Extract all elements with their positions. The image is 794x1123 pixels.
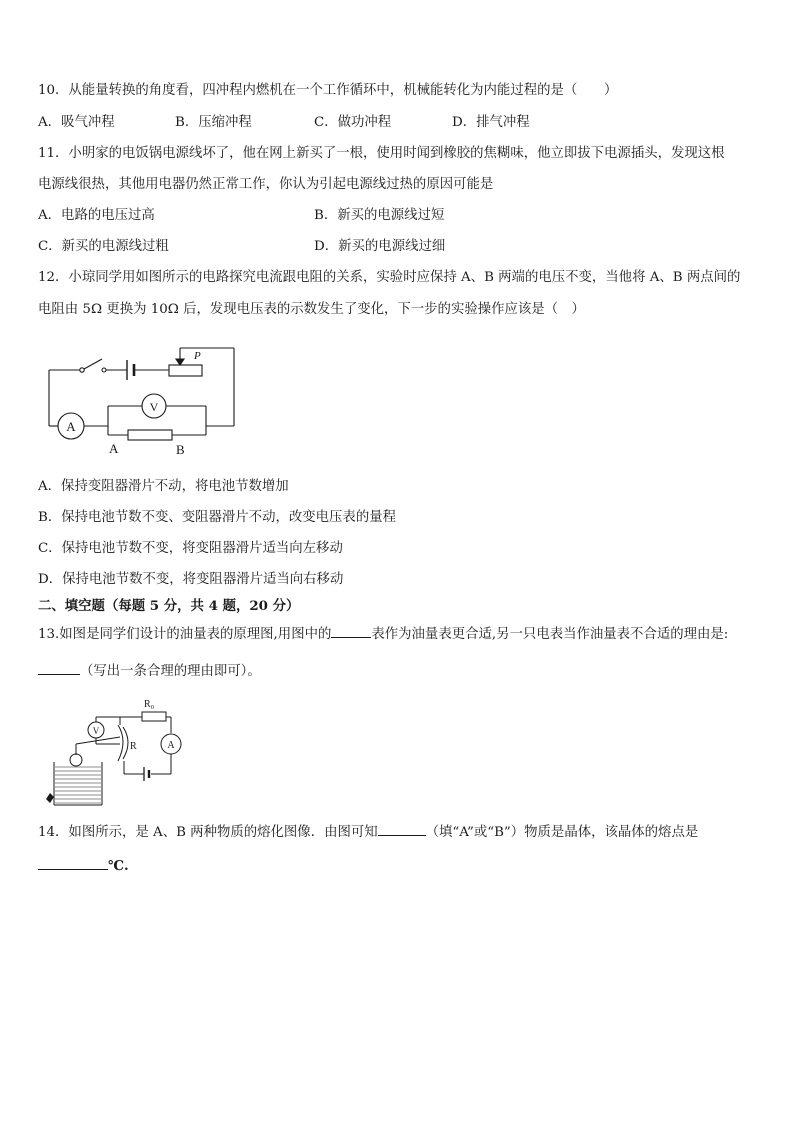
q13-rheostat-r-inner (123, 727, 128, 759)
q13-resistor-r0 (142, 712, 166, 721)
q13-float (70, 754, 82, 766)
q11-stem-line2: 电源线很热，其他用电器仍然正常工作，你认为引起电源线过热的原因可能是 (38, 177, 494, 192)
q12-label-p: P (194, 350, 201, 362)
q13-stem-part-c: （写出一条合理的理由即可）。 (80, 664, 261, 679)
q12-option-b: B．保持电池节数不变、变阻器滑片不动，改变电压表的量程 (38, 510, 396, 525)
q11-stem-line1: 11．小明家的电饭锅电源线坏了，他在网上新买了一根，使用时闻到橡胶的焦糊味，他立即拔下电源插头，发现这根 (38, 146, 725, 161)
q12-stem-line2: 电阻由 5Ω 更换为 10Ω 后，发现电压表的示数发生了变化，下一步的实验操作应该是（ ） (38, 302, 585, 317)
q12-circuit-diagram (42, 342, 242, 457)
q10-option-b: B．压缩冲程 (175, 115, 252, 130)
q13-stem-line1 (38, 623, 728, 644)
q13-tank-outlet (46, 793, 54, 803)
q12-option-a: A．保持变阻器滑片不动，将电池节数增加 (38, 479, 289, 494)
q13-label-voltmeter: V (92, 726, 100, 736)
q14-stem-part-a: 14．如图所示，是 A、B 两种物质的熔化图像．由图可知 (38, 825, 378, 840)
q13-answer-blank-2[interactable] (38, 660, 80, 675)
q12-label-voltmeter: V (149, 400, 159, 414)
q12-rheostat (169, 365, 202, 376)
q12-slider-arrow (176, 359, 184, 365)
q12-switch-pivot (80, 368, 84, 372)
q13-oil-level (55, 767, 101, 803)
q13-label-r0: R₀ (144, 699, 155, 710)
q10-stem: 10．从能量转换的角度看，四冲程内燃机在一个工作循环中，机械能转化为内能过程的是（ ） (38, 83, 618, 98)
q14-stem-line2 (38, 855, 129, 876)
q11-option-c: C．新买的电源线过粗 (38, 239, 169, 254)
q13-label-r: R (130, 741, 137, 752)
q13-stem-line2 (38, 660, 261, 681)
q11-option-b: B．新买的电源线过短 (314, 208, 445, 223)
q12-label-ammeter: A (66, 419, 76, 434)
q11-option-a: A．电路的电压过高 (38, 208, 155, 223)
q12-label-point-a: A (109, 441, 119, 456)
q14-answer-blank-2[interactable] (38, 855, 108, 870)
q14-stem-part-b: （填“A”或“B”）物质是晶体，该晶体的熔点是 (425, 825, 699, 840)
q12-option-c: C．保持电池节数不变，将变阻器滑片适当向左移动 (38, 541, 343, 556)
section-title-fill-in: 二、填空题（每题 5 分，共 4 题，20 分） (38, 598, 300, 614)
q12-resistor (128, 430, 172, 440)
q14-unit: ℃. (108, 858, 129, 874)
q13-label-ammeter: A (167, 740, 175, 751)
q13-stem-part-a: 13.如图是同学们设计的油量表的原理图,用图中的 (38, 627, 332, 642)
q13-rheostat-r (118, 725, 123, 761)
q13-stem-part-b: 表作为油量表更合适,另一只电表当作油量表不合适的理由是: (371, 627, 729, 642)
q13-answer-blank-1[interactable] (331, 623, 371, 638)
q13-oil-gauge-diagram (46, 697, 186, 812)
q12-option-d: D．保持电池节数不变，将变阻器滑片适当向右移动 (38, 572, 344, 587)
q10-option-c: C．做功冲程 (314, 115, 392, 130)
q14-stem-line1 (38, 821, 698, 842)
q12-label-point-b: B (176, 442, 185, 457)
q12-switch-contact (102, 368, 106, 372)
q11-option-d: D．新买的电源线过细 (314, 239, 446, 254)
q10-option-a: A．吸气冲程 (38, 115, 115, 130)
q10-option-d: D．排气冲程 (452, 115, 530, 130)
q12-stem-line1: 12．小琼同学用如图所示的电路探究电流跟电阻的关系，实验时应保持 A、B 两端的电压不变，当他将 A、B 两点间的 (38, 270, 741, 285)
q14-answer-blank-1[interactable] (378, 821, 426, 836)
q12-switch-blade (84, 359, 102, 369)
